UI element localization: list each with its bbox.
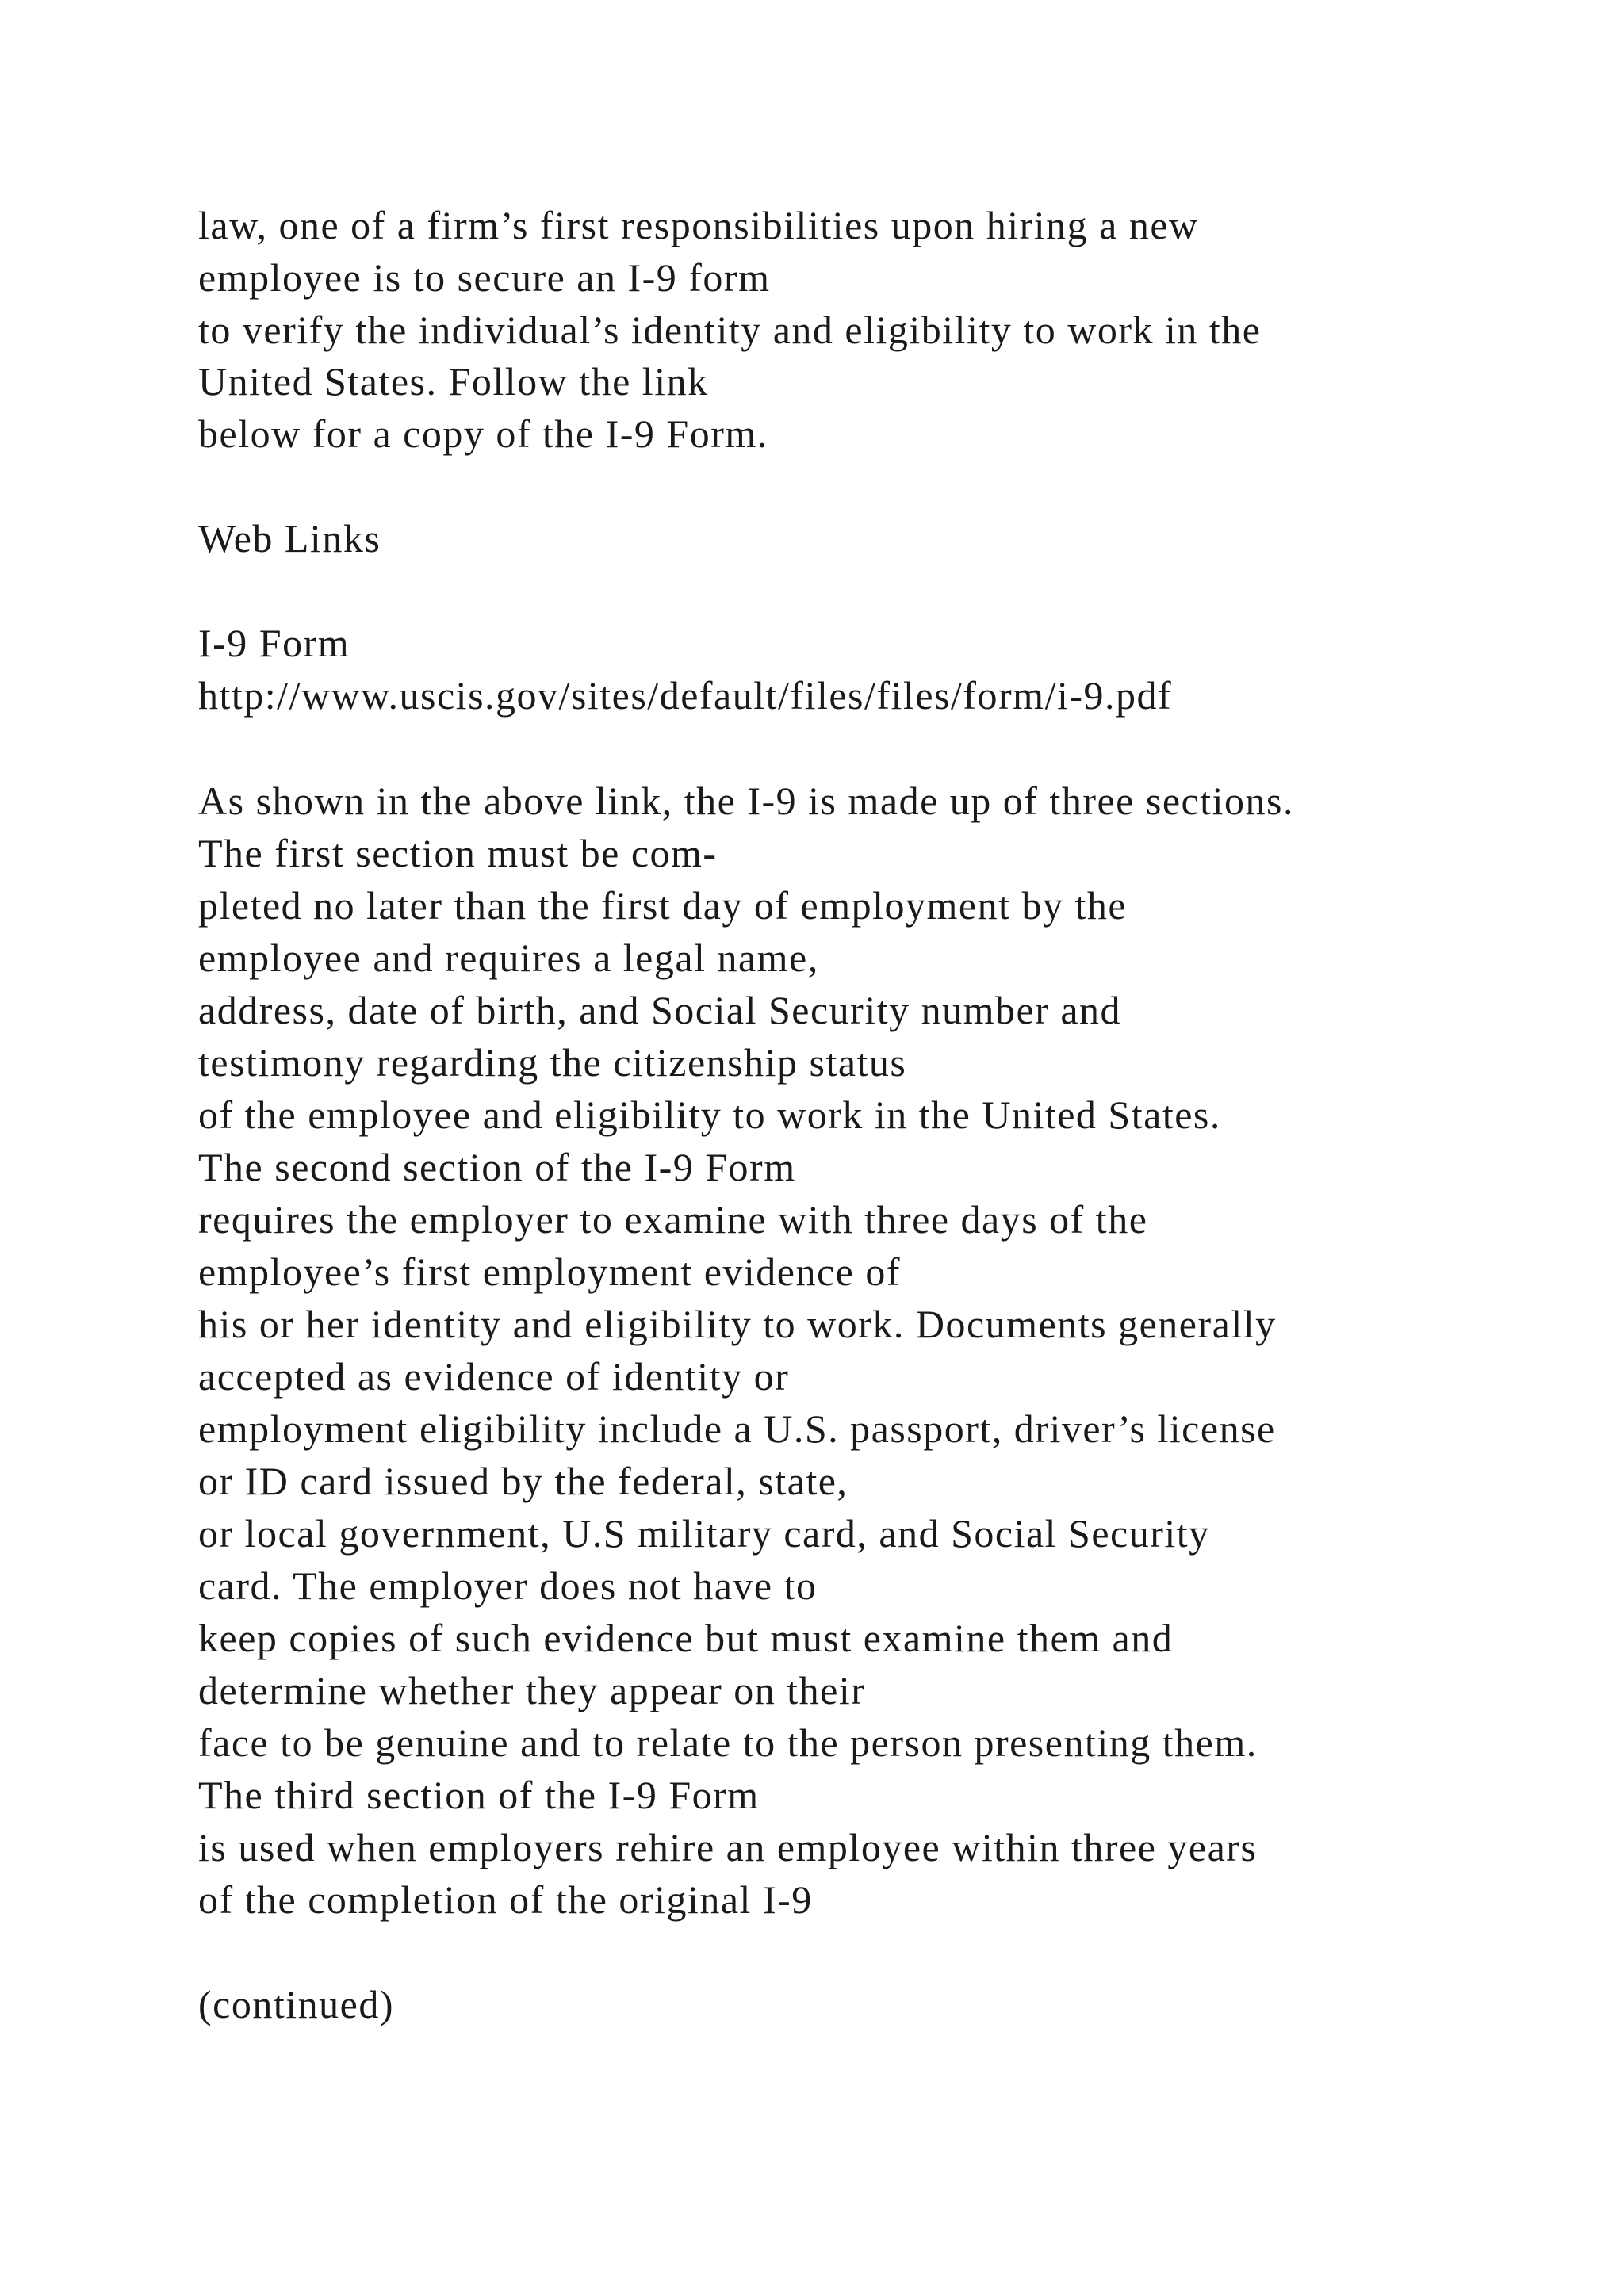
text-line: address, date of birth, and Social Security number and bbox=[198, 988, 1122, 1032]
text-line: his or her identity and eligibility to work. Documents generally bbox=[198, 1302, 1277, 1346]
text-line: to verify the individual’s identity and eligibility to work in the bbox=[198, 308, 1262, 352]
text-line: testimony regarding the citizenship status bbox=[198, 1040, 907, 1085]
text-line: card. The employer does not have to bbox=[198, 1563, 818, 1608]
text-line: employee’s first employment evidence of bbox=[198, 1249, 902, 1294]
text-line: accepted as evidence of identity or bbox=[198, 1354, 790, 1399]
text-line: keep copies of such evidence but must examine them and bbox=[198, 1616, 1174, 1660]
text-line: is used when employers rehire an employee within three years bbox=[198, 1825, 1258, 1869]
text-line: requires the employer to examine with three days of the bbox=[198, 1197, 1148, 1242]
text-line: The third section of the I-9 Form bbox=[198, 1773, 760, 1817]
text-line: employment eligibility include a U.S. passport, driver’s license bbox=[198, 1406, 1276, 1451]
text-line: below for a copy of the I-9 Form. bbox=[198, 411, 768, 456]
text-line: of the employee and eligibility to work in the United States. bbox=[198, 1093, 1221, 1137]
text-line: United States. Follow the link bbox=[198, 359, 709, 404]
text-line: As shown in the above link, the I-9 is made up of three sections. bbox=[198, 779, 1294, 823]
text-line: pleted no later than the first day of employment by the bbox=[198, 883, 1128, 928]
text-line: law, one of a firm’s first responsibilities upon hiring a new bbox=[198, 203, 1199, 247]
continued-note: (continued) bbox=[198, 1982, 394, 2026]
text-line: employee is to secure an I-9 form bbox=[198, 255, 771, 300]
text-line: or ID card issued by the federal, state, bbox=[198, 1459, 848, 1503]
text-line: of the completion of the original I-9 bbox=[198, 1877, 813, 1922]
text-line: employee and requires a legal name, bbox=[198, 936, 819, 980]
text-line: The second section of the I-9 Form bbox=[198, 1145, 796, 1189]
text-line: determine whether they appear on their bbox=[198, 1668, 866, 1712]
text-line: face to be genuine and to relate to the person presenting them. bbox=[198, 1720, 1258, 1765]
section-heading: Web Links bbox=[198, 516, 381, 561]
link-title: I-9 Form bbox=[198, 621, 350, 665]
text-line: The first section must be com- bbox=[198, 831, 718, 875]
text-line: or local government, U.S military card, and Social Security bbox=[198, 1511, 1210, 1556]
link-url[interactable]: http://www.uscis.gov/sites/default/files/files/form/i-9.pdf bbox=[198, 673, 1173, 718]
